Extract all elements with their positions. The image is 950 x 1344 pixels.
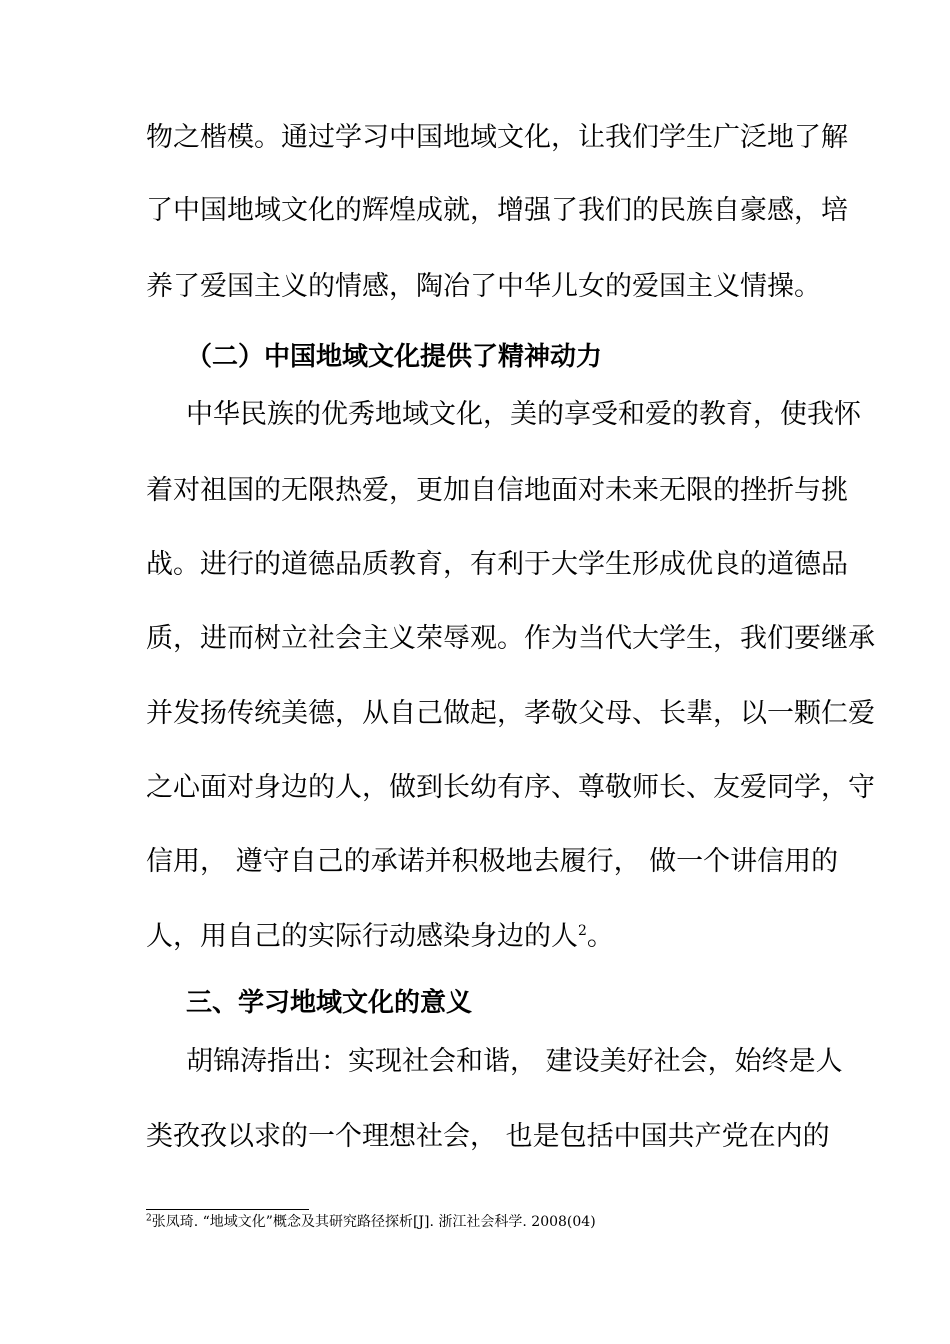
- body-text-line: 质，进而树立社会主义荣辱观。作为当代大学生，我们要继承: [146, 623, 875, 654]
- section-heading: 三、学习地域文化的意义: [186, 988, 473, 1018]
- body-text-fragment: 。: [586, 921, 614, 952]
- footnote-mark: 2: [146, 1213, 152, 1224]
- body-text-line: 类孜孜以求的一个理想社会， 也是包括中国共产党在内的: [146, 1121, 830, 1152]
- footnote-separator: [146, 1209, 309, 1210]
- footnote-reference: 2: [578, 923, 587, 939]
- body-text-line: 了中国地域文化的辉煌成就，增强了我们的民族自豪感，培: [146, 195, 848, 226]
- body-text-line: 胡锦涛指出：实现社会和谐， 建设美好社会，始终是人: [186, 1046, 843, 1077]
- subsection-heading: （二）中国地域文化提供了精神动力: [186, 342, 603, 372]
- body-text-line: [146, 920, 808, 954]
- body-text-line: 养了爱国主义的情感，陶冶了中华儿女的爱国主义情操。: [146, 271, 821, 302]
- footnote-text: 张凤琦. “地域文化”概念及其研究路径探析[J]. 浙江社会科学. 2008(04): [151, 1214, 596, 1230]
- body-text-line: 中华民族的优秀地域文化，美的享受和爱的教育，使我怀: [186, 399, 861, 430]
- body-text-line: 物之楷模。通过学习中国地域文化，让我们学生广泛地了解: [146, 122, 848, 153]
- footnote: [146, 1213, 596, 1231]
- body-text-line: 信用， 遵守自己的承诺并积极地去履行， 做一个讲信用的: [146, 846, 839, 877]
- body-text-line: 之心面对身边的人，做到长幼有序、尊敬师长、友爱同学，守: [146, 772, 875, 803]
- body-text-fragment: 人，用自己的实际行动感染身边的人: [146, 921, 578, 952]
- body-text-line: 并发扬传统美德，从自己做起，孝敬父母、长辈，以一颗仁爱: [146, 698, 875, 729]
- body-text-line: 战。进行的道德品质教育，有利于大学生形成优良的道德品: [146, 549, 848, 580]
- body-text-line: 着对祖国的无限热爱，更加自信地面对未来无限的挫折与挑: [146, 475, 848, 506]
